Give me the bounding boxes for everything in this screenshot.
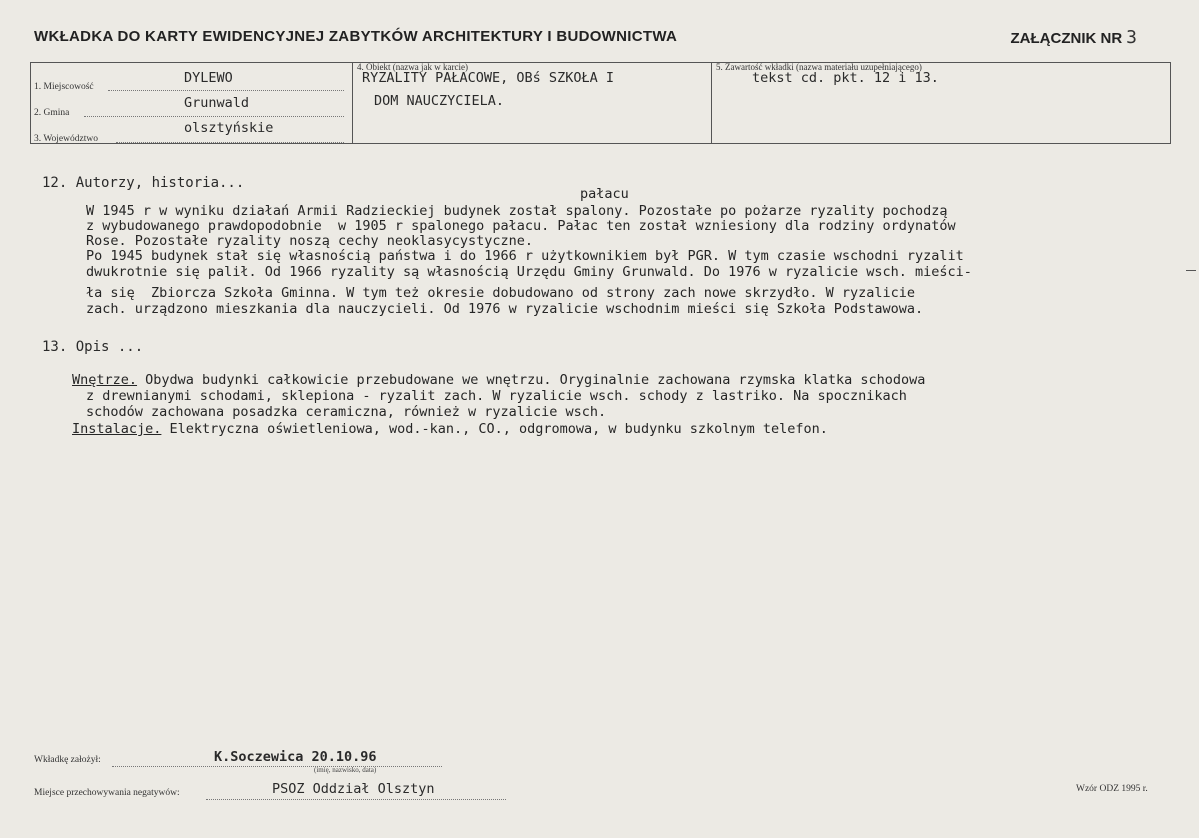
miejscowosc-label: 1. Miejscowość xyxy=(34,82,94,92)
zalozyl-note: (imię, nazwisko, data) xyxy=(314,766,377,774)
attachment-label: ZAŁĄCZNIK NR xyxy=(1010,30,1123,47)
zalozyl-label: Wkładkę założył: xyxy=(34,755,101,765)
wnetrze-label: Wnętrze. xyxy=(72,372,138,388)
attachment-number xyxy=(1011,27,1138,48)
margin-mark xyxy=(1186,270,1196,271)
zawartosc-label: 5. Zawartość wkładki (nazwa materiału uzupełniającego) xyxy=(716,62,922,72)
dotted-line xyxy=(116,142,344,143)
section-12-insert: pałacu xyxy=(580,186,629,202)
obiekt-line-2: DOM NAUCZYCIELA. xyxy=(374,93,505,109)
miejsce-value: PSOZ Oddział Olsztyn xyxy=(272,781,435,797)
dotted-line xyxy=(206,799,506,800)
section-12-line: Rose. Pozostałe ryzality noszą cechy neoklasycystyczne. xyxy=(86,233,534,249)
instalacje-label: Instalacje. xyxy=(72,421,162,437)
gmina-label: 2. Gmina xyxy=(34,108,70,118)
section-12-line: ła się Zbiorcza Szkoła Gminna. W tym też okresie dobudowano od strony zach nowe skrzydło. W ryzalicie xyxy=(86,285,916,301)
attachment-number-value: 3 xyxy=(1126,27,1137,48)
section-12-line: z wybudowanego prawdopodobnie w 1905 r spalonego pałacu. Pałac ten został wzniesiony dla rodziny ordynatów xyxy=(86,218,956,234)
section-12-heading: 12. Autorzy, historia... xyxy=(42,175,245,191)
obiekt-label: 4. Obiekt (nazwa jak w karcie) xyxy=(357,62,468,72)
dotted-line xyxy=(112,766,442,767)
section-13-heading: 13. Opis ... xyxy=(42,339,144,355)
wnetrze-line-3: schodów zachowana posadzka ceramiczna, również w ryzalicie wsch. xyxy=(86,404,607,420)
card-title: WKŁADKA DO KARTY EWIDENCYJNEJ ZABYTKÓW ARCHITEKTURY I BUDOWNICTWA xyxy=(34,28,678,45)
miejscowosc-value: DYLEWO xyxy=(184,70,233,86)
miejsce-label: Miejsce przechowywania negatywów: xyxy=(34,788,180,798)
section-12-line: dwukrotnie się palił. Od 1966 ryzality są własnością Urzędu Gminy Grunwald. Do 1976 w ryzalicie wsch. mieści- xyxy=(86,264,972,280)
zalozyl-value: K.Soczewica 20.10.96 xyxy=(214,749,377,765)
form-version: Wzór ODZ 1995 r. xyxy=(1076,784,1148,794)
dotted-line xyxy=(108,90,344,91)
zawartosc-value: tekst cd. pkt. 12 i 13. xyxy=(752,70,939,86)
wojewodztwo-value: olsztyńskie xyxy=(184,120,274,136)
dotted-line xyxy=(84,116,344,117)
wojewodztwo-label: 3. Województwo xyxy=(34,134,98,144)
instalacje-text: Elektryczna oświetleniowa, wod.-kan., CO., odgromowa, w budynku szkolnym telefon. xyxy=(161,421,828,437)
wnetrze-text: Obydwa budynki całkowicie przebudowane we wnętrzu. Oryginalnie zachowana rzymska klatka schodowa xyxy=(137,372,926,388)
section-12-line: zach. urządzono mieszkania dla nauczycieli. Od 1976 w ryzalicie wschodnim mieści się Szkoła Podstawowa. xyxy=(86,301,924,317)
wnetrze-line-2: z drewnianymi schodami, sklepiona - ryzalit zach. W ryzalicie wsch. schody z lastriko. Na spocznikach xyxy=(86,388,907,404)
section-12-line: Po 1945 budynek stał się własnością państwa i do 1966 r użytkownikiem był PGR. W tym czasie wschodni ryzalit xyxy=(86,248,964,264)
wnetrze-line-1 xyxy=(72,372,925,388)
gmina-value: Grunwald xyxy=(184,95,250,111)
obiekt-line-1: RYZALITY PAŁACOWE, OBś SZKOŁA I xyxy=(362,70,614,86)
section-12-line: W 1945 r w wyniku działań Armii Radzieckiej budynek został spalony. Pozostałe po pożarze ryzality pochodzą xyxy=(86,203,948,219)
instalacje-line xyxy=(72,421,828,437)
